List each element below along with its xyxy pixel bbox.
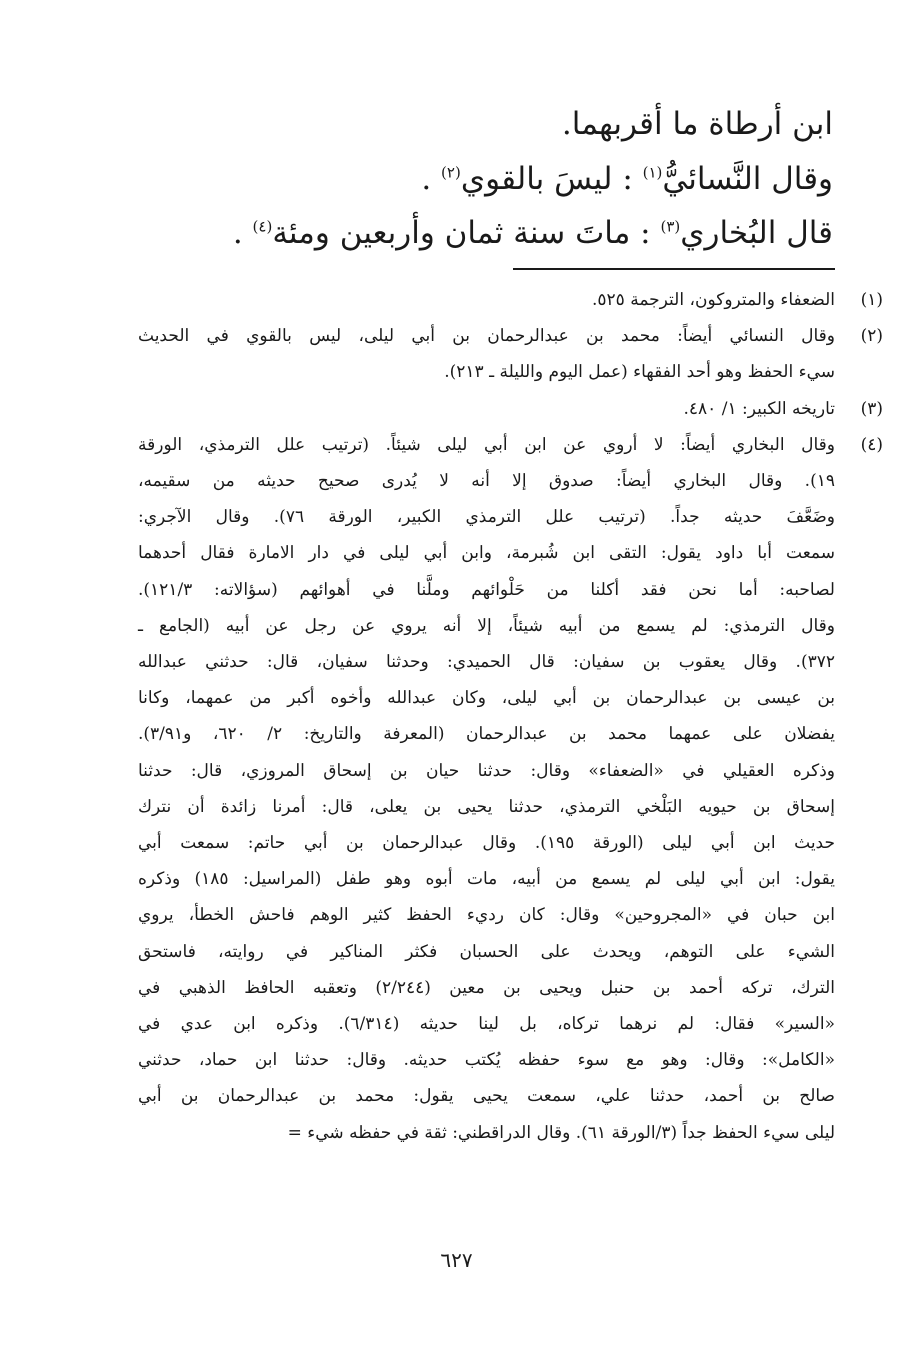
footnote-line: «السير» فقال: لم نرهما تركاه، بل لينا حديثه (٦/٣١٤). وذكره ابن عدي في [138, 1014, 835, 1035]
footnote-marker: (٣) [660, 217, 681, 236]
main-line-1: ابن أرطاة ما أقربهما. [561, 106, 833, 142]
footnote-line: وضَعَّفَ حديثه جداً. (ترتيب علل الترمذي الكبير، الورقة ٧٦). وقال الآجري: [138, 507, 835, 528]
footnote-line: وقال النسائي أيضاً: محمد بن عبدالرحمان بن أبي ليلى، ليس بالقوي في الحديث [138, 326, 835, 347]
footnote-line: يفضلان على عمهما محمد بن عبدالرحمان (المعرفة والتاريخ: ٢/ ٦٢٠، و٣/٩١). [138, 724, 835, 745]
footnote-text [138, 318, 835, 390]
footnote-number: (٢) [860, 326, 883, 347]
footnote-line: «الكامل»: وقال: وهو مع سوء حفظه يُكتب حديثه. وقال: حدثنا ابن حماد، حدثني [138, 1050, 835, 1071]
footnote-line: ٣٧٢). وقال يعقوب بن سفيان: قال الحميدي: وحدثنا سفيان، قال: حدثني عبدالله [138, 652, 835, 673]
footnote-text [138, 391, 835, 427]
footnote-line: وقال البخاري أيضاً: لا أروي عن ابن أبي ليلى شيئاً. (ترتيب علل الترمذي، الورقة [138, 434, 835, 455]
footnote-line: سيء الحفظ وهو أحد الفقهاء (عمل اليوم والليلة ـ ٢١٣). [444, 362, 835, 383]
footnote-line: ليلى سيء الحفظ جداً (٣/الورقة ٦١). وقال الدراقطني: ثقة في حفظه شيء = [287, 1122, 835, 1143]
footnote-line: سمعت أبا داود يقول: التقى ابن شُبرمة، وابن أبي ليلى في دار الامارة فقال أحدهما [138, 543, 835, 564]
footnote-line: ابن حبان في «المجروحين» وقال: كان رديء الحفظ كثير الوهم فاحش الخطأ، يروي [138, 905, 835, 926]
footnote-separator [513, 268, 835, 270]
footnote-line: حديث ابن أبي ليلى (الورقة ١٩٥). وقال عبدالرحمان بن أبي حاتم: سمعت أبي [138, 833, 835, 854]
footnote-line: بن عيسى بن عبدالرحمان بن أبي ليلى، وكان عبدالله وأخوه أكبر من عمهما، وكانا [138, 688, 835, 709]
footnote-line: صالح بن أحمد، حدثنا علي، سمعت يحيى يقول: محمد بن عبدالرحمان بن أبي [138, 1086, 835, 1107]
footnote-line: وقال الترمذي: لم يسمع من أبيه شيئاً، إلا أنه يروي عن رجل عن أبيه (الجامع ـ [138, 615, 835, 636]
footnote-marker: (١) [642, 163, 663, 182]
main-line-3: قال البُخاري$^{(٣)}$ : ماتَ سنة ثمان وأربعين ومئة$^{(٤)}$ . [232, 215, 833, 251]
footnote-number: (٤) [860, 434, 883, 455]
footnote [138, 318, 883, 390]
footnote-marker: (٤) [252, 217, 273, 236]
footnote-line: الضعفاء والمتروكون، الترجمة ٥٢٥. [591, 290, 835, 310]
footnotes [138, 282, 883, 1151]
page-number: ٦٢٧ [440, 1248, 473, 1272]
footnote [138, 427, 883, 1151]
footnote-marker: (٢) [441, 163, 461, 182]
footnote-line: الترك، تركه أحمد بن حنبل ويحيى بن معين (٢/٢٤٤) وتعقبه الحافظ الذهبي في [138, 977, 835, 998]
main-line-2: وقال النَّسائيُّ$^{(١)}$ : ليسَ بالقوي$^{(٢)}$ . [421, 161, 833, 197]
footnote-number: (١) [860, 290, 883, 310]
footnote-line: الشيء على التوهم، ويحدث على الحسبان فكثر المناكير في روايته، فاستحق [138, 941, 835, 962]
footnote-line: إسحاق بن حيويه البَلْخي الترمذي، حدثنا يحيى بن يعلى، قال: أمرنا زائدة أن نترك [138, 796, 835, 817]
footnote-line: وذكره العقيلي في «الضعفاء» وقال: حدثنا حيان بن إسحاق المروزي، قال: حدثنا [138, 760, 835, 781]
footnote-text [138, 282, 835, 318]
footnote [138, 282, 883, 318]
footnote-text [138, 427, 835, 1151]
footnote-line: تاريخه الكبير: ١/ ٤٨٠. [683, 398, 835, 419]
footnote-number: (٣) [860, 398, 883, 419]
footnote-line: لصاحبه: أما نحن فقد أكلنا من حَلْوائهم وملَّنا في أهوائهم (سؤالاته: ١٢١/٣). [138, 579, 835, 600]
footnote-line: ١٩). وقال البخاري أيضاً: صدوق إلا أنه لا يُدرى صحيح حديثه من سقيمه، [138, 471, 835, 492]
footnote-line: يقول: ابن أبي ليلى لم يسمع من أبيه، مات أبوه وهو طفل (المراسيل: ١٨٥) وذكره [138, 869, 836, 890]
footnote [138, 391, 883, 427]
